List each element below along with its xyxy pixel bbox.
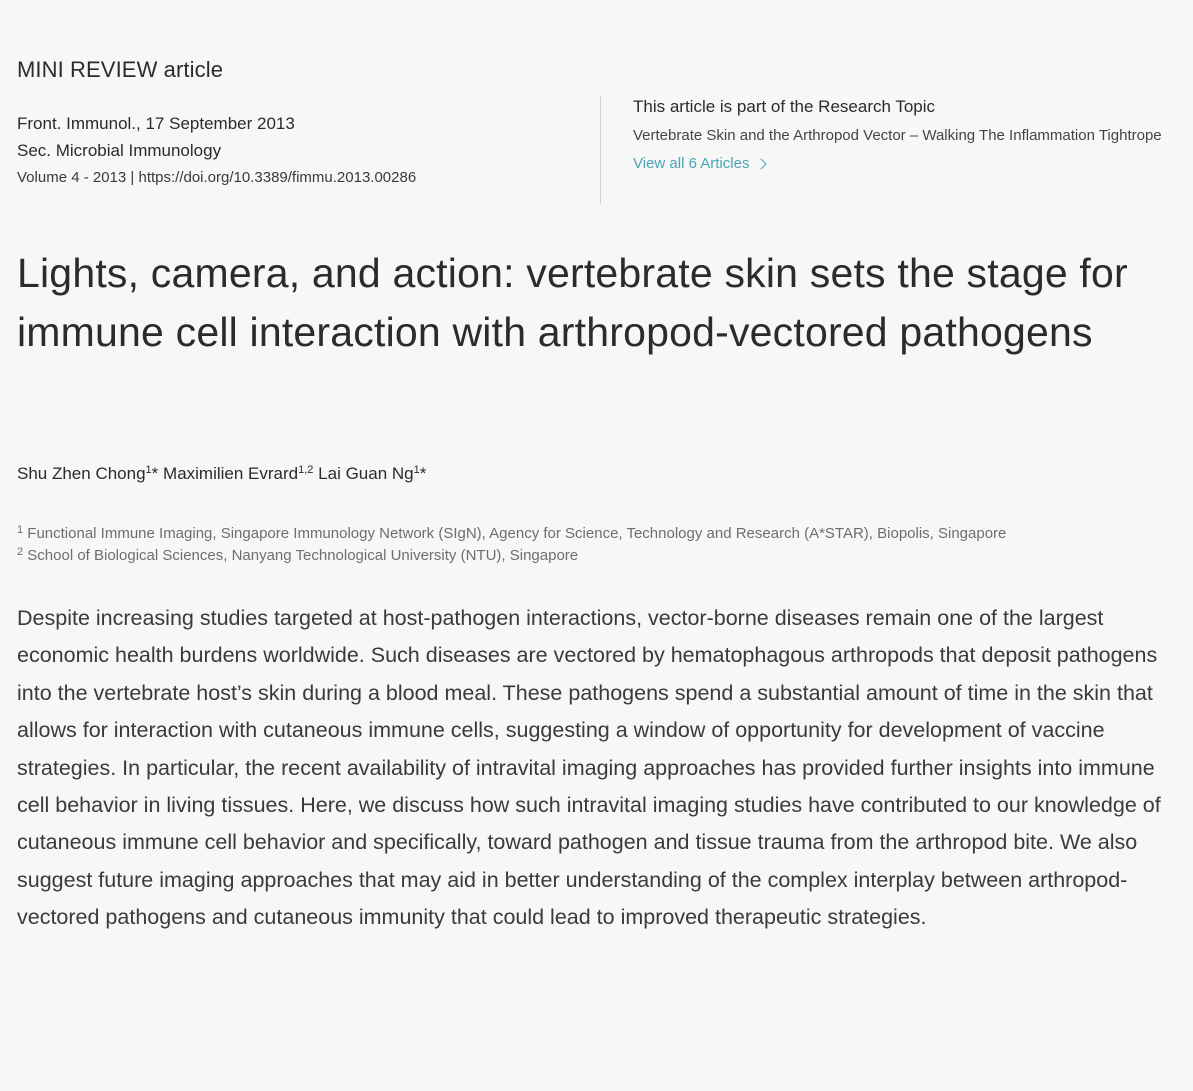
view-all-label: View all 6 Articles <box>633 155 750 172</box>
section-link[interactable]: Sec. Microbial Immunology <box>17 141 222 160</box>
affiliation-number: 2 <box>17 546 24 558</box>
affiliation-item <box>17 545 1187 567</box>
view-all-articles-link[interactable] <box>633 155 765 172</box>
journal-date: Front. Immunol., 17 September 2013 <box>17 114 295 133</box>
author-name: Shu Zhen Chong <box>17 464 146 483</box>
research-topic-name[interactable]: Vertebrate Skin and the Arthropod Vector – Walking The Inflammation Tightrope <box>633 127 1162 144</box>
research-topic-box <box>633 95 1173 173</box>
author-affiliation-sup: 1 <box>145 464 152 476</box>
abstract-text: Despite increasing studies targeted at host-pathogen interactions, vector-borne diseases remain one of the largest economic health burdens worldwide. Such diseases are vectored by hematophagous arthropods that deposit pathogens into the vertebrate host’s skin during a blood meal. These pathogens spend a substantial amount of time in the skin that allows for interaction with cutaneous immune cells, suggesting a window of opportunity for development of vaccine strategies. In particular, the recent availability of intravital imaging approaches has provided further insights into immune cell behavior in living tissues. Here, we discuss how such intravital imaging studies have contributed to our knowledge of cutaneous immune cell behavior and specifically, toward pathogen and tissue trauma from the arthropod bite. We also suggest future imaging approaches that may aid in better understanding of the complex interplay between arthropod-vectored pathogens and cutaneous immunity that could lead to improved therapeutic strategies. <box>17 606 1161 930</box>
meta-divider <box>600 96 601 204</box>
affiliation-text: Functional Immune Imaging, Singapore Immunology Network (SIgN), Agency for Science, Technology and Research (A*STAR), Biopolis, Singapore <box>27 525 1007 542</box>
article-title: Lights, camera, and action: vertebrate skin sets the stage for immune cell interaction with arthropod-vectored pathogens <box>17 250 1128 355</box>
article-type-label: MINI REVIEW article <box>17 57 224 82</box>
affiliation-text: School of Biological Sciences, Nanyang Technological University (NTU), Singapore <box>27 547 579 564</box>
author-link[interactable] <box>163 464 313 483</box>
author-link[interactable] <box>17 464 158 483</box>
author-list <box>17 464 426 484</box>
affiliation-number: 1 <box>17 524 24 536</box>
author-name: Maximilien Evrard <box>163 464 299 483</box>
affiliation-list <box>17 523 1187 567</box>
chevron-right-icon <box>756 158 767 169</box>
author-affiliation-sup: 1,2 <box>298 464 314 476</box>
corresponding-mark: * <box>151 464 159 483</box>
author-affiliation-sup: 1 <box>413 464 420 476</box>
corresponding-mark: * <box>419 464 427 483</box>
volume-doi[interactable]: Volume 4 - 2013 | https://doi.org/10.3389/fimmu.2013.00286 <box>17 169 417 186</box>
affiliation-item <box>17 523 1187 545</box>
author-name: Lai Guan Ng <box>318 464 414 483</box>
research-topic-heading: This article is part of the Research Topic <box>633 97 936 116</box>
author-link[interactable] <box>318 464 426 483</box>
citation-info <box>17 110 587 191</box>
